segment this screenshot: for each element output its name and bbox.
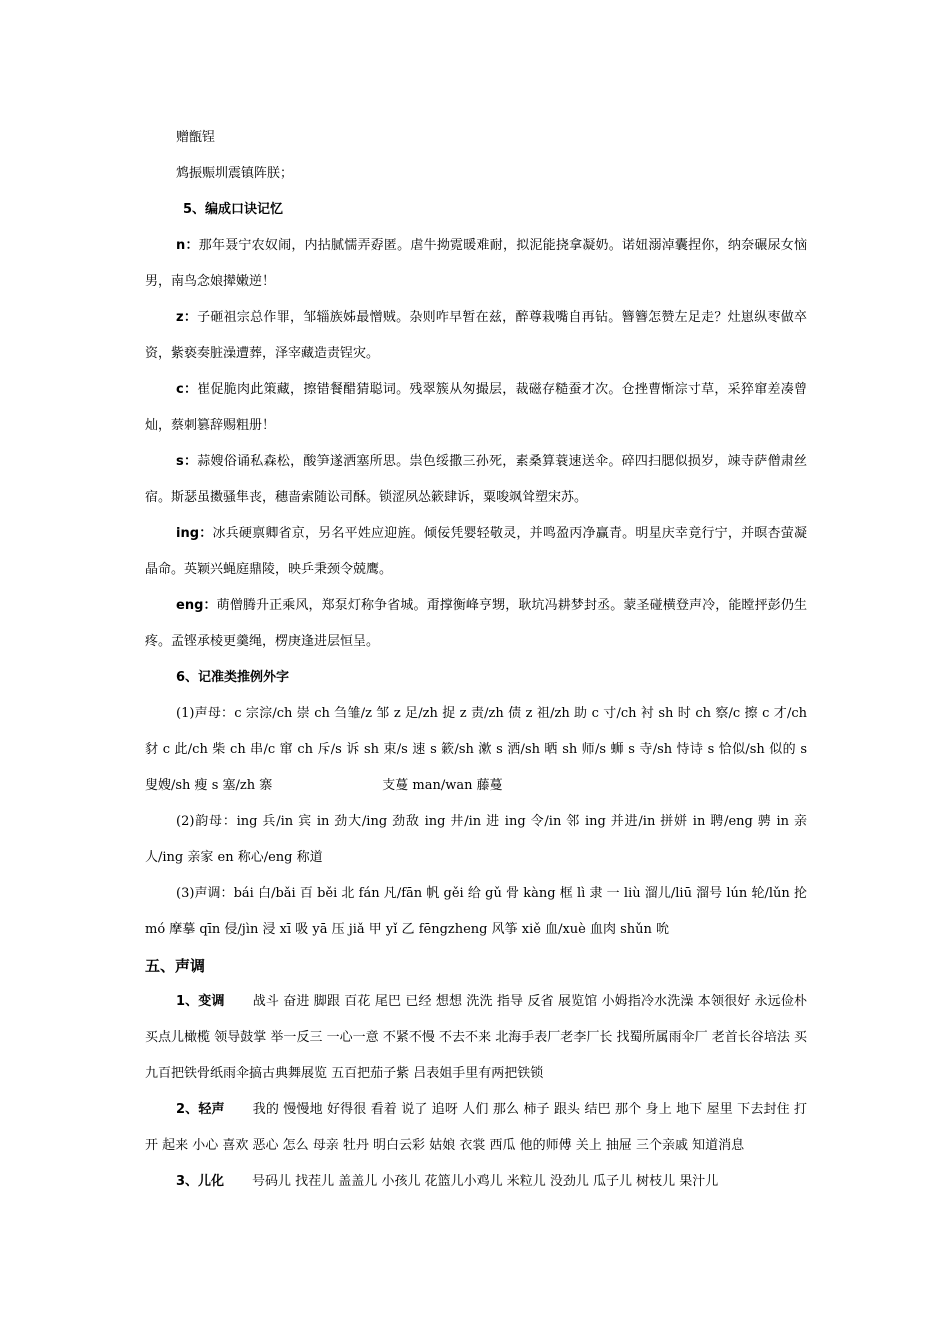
- paragraph-z: [145, 300, 807, 372]
- paragraph-finals: (2)韵母：ing 兵/in 宾 in 劲大/ing 劲敌 ing 井/in 进 ing 令/in 邻 ing 并进/in 拼姘 in 聘/eng 骋 in 亲人/ing 亲家 en 称心/eng 称道: [145, 814, 807, 865]
- paragraph-initials: [145, 696, 807, 804]
- paragraph-ing: [145, 516, 807, 588]
- paragraph-text: 萌僧腾升正乘风，郑泵灯称争省城。甭撑衡峰亨甥，耿坑冯耕梦封丞。蒙圣碰横登声冷，能瞠抨彭仍生疼。孟铿承棱更羹绳，楞庚逢进层恒呈。: [145, 598, 807, 649]
- paragraph-text: 子砸祖宗总作罪，邹辎族姊最憎贼。杂则咋早暂在兹，醉尊栽嘴自再钻。簪簪怎赞左足走？灶崽纵枣做卒资，紫亵奏脏澡遭葬，泽宰藏造责锃灾。: [145, 310, 807, 361]
- section-heading-6: 6、记准类推例外字: [176, 670, 290, 685]
- paragraph-text: (1)声母：c 宗淙/ch 崇 ch 刍雏/z 邹 z 足/zh 捉 z 责/zh 债 z 祖/zh 助 c 寸/ch 衬 sh 时 ch 察/c 擦 c 才/ch 豺 c 此/ch 柴 ch 串/c 窜 ch 斥/s 诉 sh 束/s 速 s 簌/sh 漱 s 洒/sh 晒 sh 师/s 蛳 s 寺/sh 恃诗 s 恰似/sh 似的 s 叟嫂/sh 瘦 s 塞/zh 寨: [145, 706, 807, 793]
- text-line: 鸩振赈圳震镇阵朕；: [176, 166, 294, 181]
- text-line: 赠甑锃: [176, 130, 216, 145]
- paragraph-text: 我的 慢慢地 好得很 看着 说了 追呀 人们 那么 柿子 跟头 结巴 那个 身上 地下 屋里 下去封住 打开 起来 小心 喜欢 恶心 怎么 母亲 牡丹 明白云彩 姑娘 衣裳 西瓜 他的师傅 关上 抽屉 三个亲戚 知道消息: [145, 1102, 808, 1153]
- label-eng: eng：: [176, 598, 217, 613]
- label-s: s：: [176, 454, 198, 469]
- paragraph-tone-change: [145, 984, 807, 1092]
- label-ing: ing：: [176, 526, 213, 541]
- paragraph-s: [145, 444, 807, 516]
- paragraph-text: 支蔓 man/wan 藤蔓: [382, 778, 503, 793]
- paragraph-neutral-tone: [145, 1092, 807, 1164]
- paragraph-erhua: [145, 1164, 807, 1200]
- paragraph-text: 崔促脆肉此策藏，擦错餐醋猜聪词。残翠簇从匆撮层，裁磁存糙蚕才次。仓挫曹惭淙寸草，采猝窜差凑曾灿，蔡刺篡辞赐粗册！: [145, 382, 807, 433]
- label-neutral-tone: 2、轻声: [176, 1102, 225, 1117]
- paragraph-text: 那年聂宁农奴闹，内拈腻懦弄孬匿。虐牛拗霓暖难耐，拟泥能挠拿凝奶。诺妞溺淖囊捏你，纳奈碾尿女恼男，南鸟念娘撵嫩逆！: [145, 238, 807, 289]
- paragraph-n: [145, 228, 807, 300]
- paragraph-text: 冰兵硬禀卿省京，另名平姓应迎旌。倾佞凭婴轻敬灵，并鸣盈丙净赢青。明星庆幸竟行宁，并暝杏萤凝晶命。英颖兴蝇庭鼎陵，映乒秉颈令兢鹰。: [145, 526, 807, 577]
- label-c: c：: [176, 382, 198, 397]
- paragraph-text: 蒜嫂俗诵私森松，酸笋遂洒塞所思。祟色绥撒三孙死，素桑算蓑速送伞。碎四扫腮似损岁，竦寺萨僧肃丝宿。斯瑟虽擞骚隼丧，穗啬索随讼司酥。锁涩夙怂簌肆诉，粟唆飒耸塑宋苏。: [145, 454, 807, 505]
- label-tone-change: 1、变调: [176, 994, 225, 1009]
- label-n: n：: [176, 238, 199, 253]
- document-page: [145, 120, 807, 1200]
- paragraph-text: 号码儿 找茬儿 盖盖儿 小孩儿 花篮儿小鸡儿 米粒儿 没劲儿 瓜子儿 树枝儿 果汁儿: [252, 1174, 719, 1189]
- section-heading-5: 5、编成口诀记忆: [183, 202, 284, 217]
- paragraph-c: [145, 372, 807, 444]
- label-z: z：: [176, 310, 198, 325]
- paragraph-tones: (3)声调：bái 白/bǎi 百 běi 北 fán 凡/fān 帆 gěi 给 gǔ 骨 kàng 框 lì 隶 一 liù 溜儿/liū 溜号 lún 轮/lǔn 抡 mó 摩摹 qīn 侵/jìn 浸 xī 吸 yā 压 jiǎ 甲 yǐ 乙 fēngzheng 风筝 xiě 血/xuè 血肉 shǔn 吮: [145, 886, 807, 937]
- label-erhua: 3、儿化: [176, 1174, 225, 1189]
- paragraph-eng: [145, 588, 807, 660]
- paragraph-text: 战斗 奋进 脚跟 百花 尾巴 已经 想想 洗洗 指导 反省 展览馆 小姆指冷水洗澡 本领很好 永远俭朴买点儿橄榄 领导鼓掌 举一反三 一心一意 不紧不慢 不去不来 北海手表厂老李厂长 找蜀所属雨伞厂 老首长谷培法 买九百把铁骨纸雨伞搞古典舞展览 五百把茄子紫 吕表姐手里有两把铁锁: [145, 994, 807, 1081]
- chapter-heading: 五、声调: [145, 957, 206, 975]
